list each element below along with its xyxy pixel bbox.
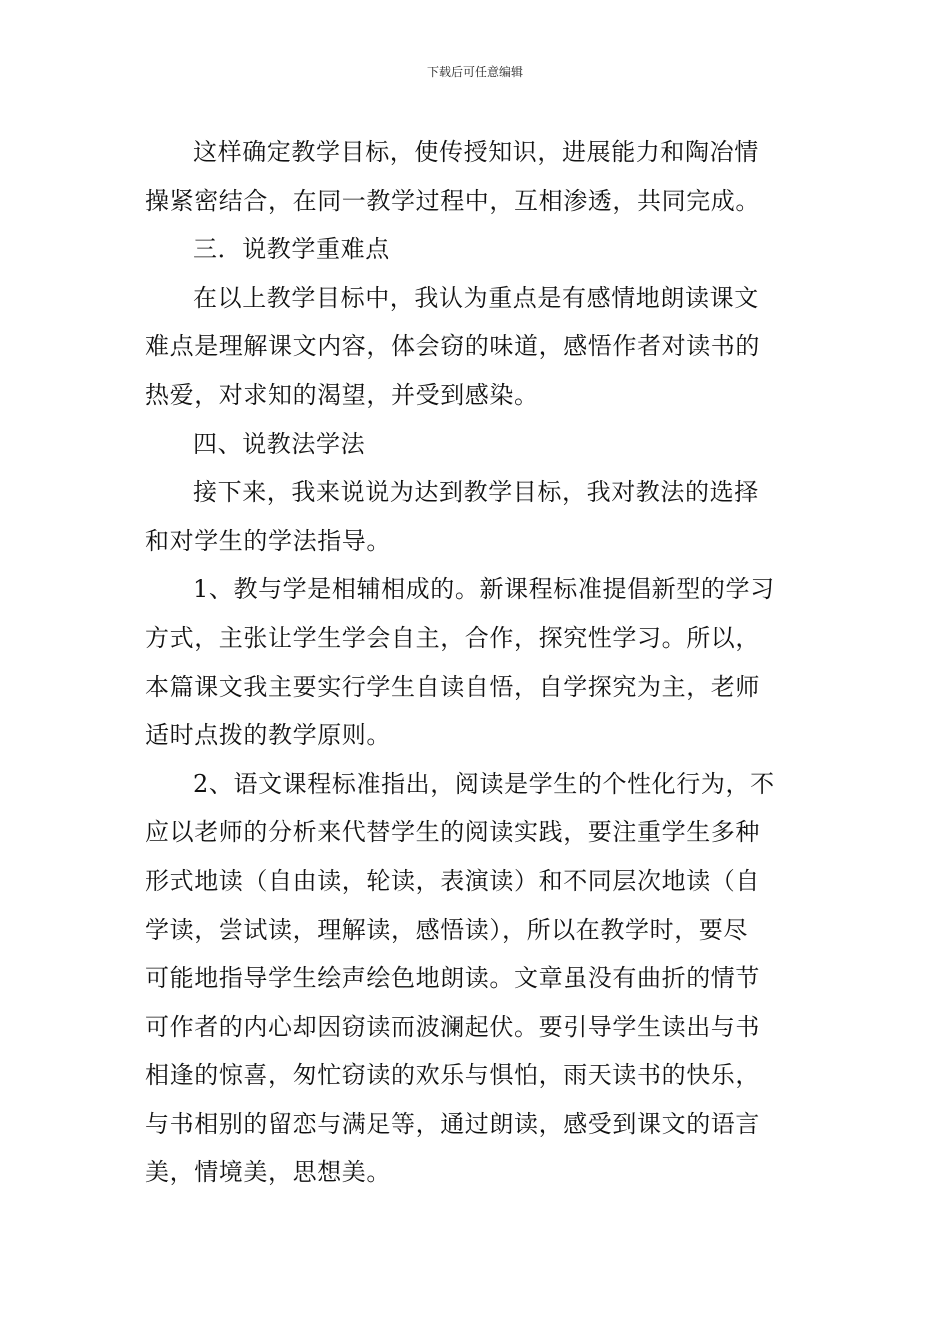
text-line: 应以老师的分析来代替学生的阅读实践，要注重学生多种	[145, 818, 760, 847]
text-line: 美，情境美，思想美。	[145, 1158, 391, 1187]
text-line: 方式，主张让学生学会自主，合作，探究性学习。所以，	[145, 623, 760, 652]
paragraph-method-1	[145, 565, 809, 759]
text-line: 接下来，我来说说为达到教学目标，我对教法的选择	[193, 478, 759, 507]
text-line: 和对学生的学法指导。	[145, 526, 391, 555]
text-line: 1、教与学是相辅相成的。新课程标准提倡新型的学习	[193, 575, 775, 604]
text-line: 难点是理解课文内容，体会窃的味道，感悟作者对读书的	[145, 332, 760, 361]
text-line: 这样确定教学目标，使传授知识，进展能力和陶冶情	[193, 138, 759, 166]
paragraph-method-2	[145, 760, 809, 1197]
text-line: 在以上教学目标中，我认为重点是有感情地朗读课文	[193, 283, 759, 312]
text-line: 学读，尝试读，理解读，感悟读），所以在教学时，要尽	[145, 915, 748, 944]
paragraph-methods-intro	[145, 468, 809, 565]
text-line: 四、说教法学法	[193, 429, 366, 458]
section-heading-teaching-methods	[145, 420, 809, 469]
section-heading-key-difficult-points	[145, 225, 809, 274]
text-line: 操紧密结合，在同一教学过程中，互相渗透，共同完成。	[145, 186, 760, 215]
page-header: 下载后可任意编辑	[426, 65, 523, 79]
text-line: 相逢的惊喜，匆忙窃读的欢乐与惧怕，雨天读书的快乐，	[145, 1061, 760, 1090]
text-line: 本篇课文我主要实行学生自读自悟，自学探究为主，老师	[145, 672, 760, 701]
text-line: 形式地读（自由读，轮读，表演读）和不同层次地读（自	[145, 866, 760, 895]
text-line: 可作者的内心却因窃读而波澜起伏。要引导学生读出与书	[145, 1012, 760, 1041]
text-line: 2、语文课程标准指出，阅读是学生的个性化行为，不	[193, 769, 775, 798]
text-line: 热爱，对求知的渴望，并受到感染。	[145, 380, 539, 409]
paragraph-objectives-summary	[145, 128, 809, 225]
paragraph-key-points	[145, 274, 809, 420]
document-body	[145, 128, 809, 1197]
text-line: 可能地指导学生绘声绘色地朗读。文章虽没有曲折的情节	[145, 964, 760, 993]
text-line: 三．说教学重难点	[193, 235, 390, 264]
text-line: 与书相别的留恋与满足等，通过朗读，感受到课文的语言	[145, 1109, 760, 1138]
text-line: 适时点拨的教学原则。	[145, 721, 391, 750]
